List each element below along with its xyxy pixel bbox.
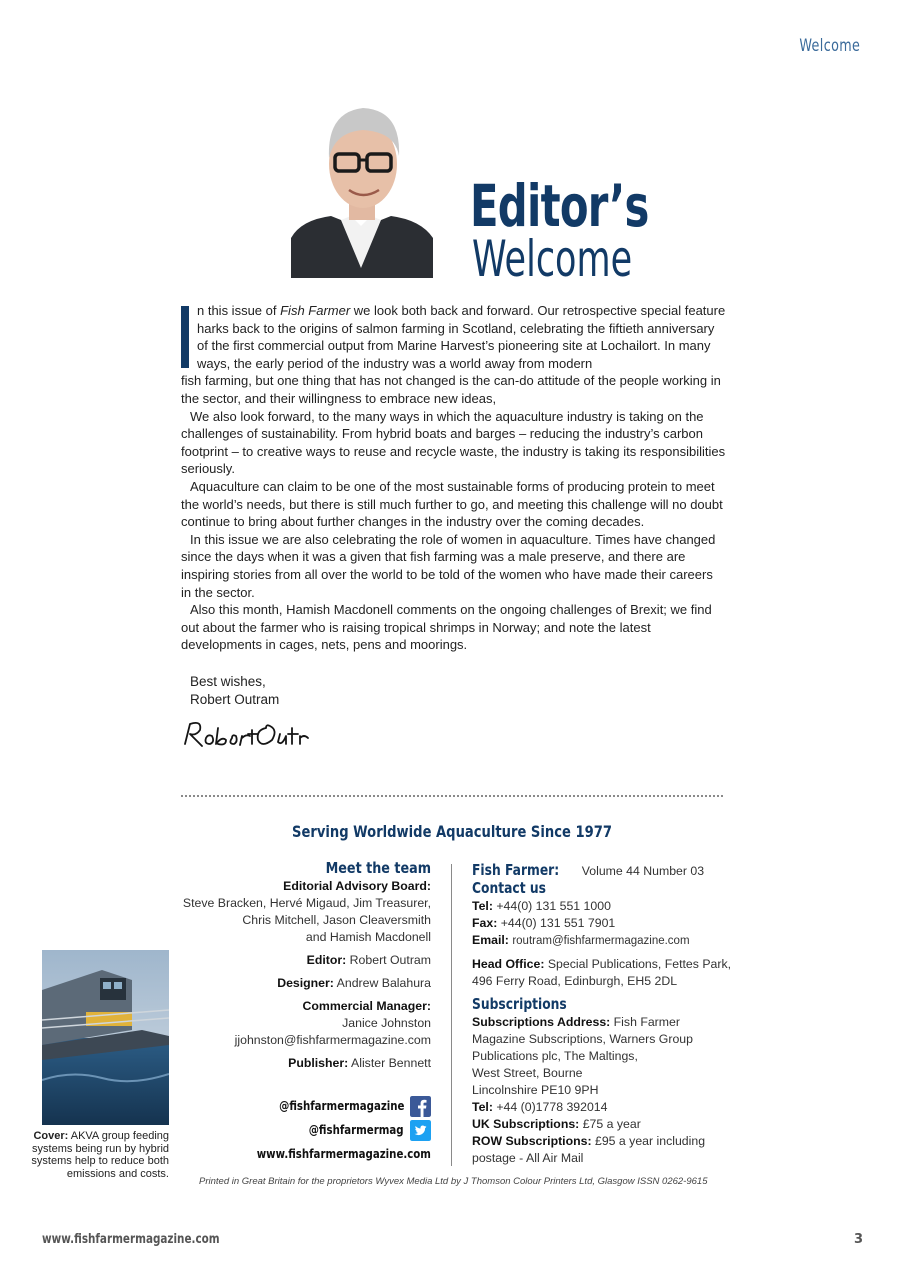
commercial-name: Janice Johnston (342, 1016, 431, 1030)
publisher-credit: Publisher: Alister Bennett (288, 1056, 431, 1070)
cover-caption: Cover: AKVA group feeding systems being run by hybrid systems help to reduce both emissions and costs. (31, 1130, 169, 1180)
board-line-1: Steve Bracken, Hervé Migaud, Jim Treasurer, (182, 896, 431, 910)
paragraph-5: Also this month, Hamish Macdonell comments on the ongoing challenges of Brexit; we find out about the farmer who is raising tropical shrimps in Norway; and note the latest developments in cages, nets, pens and moorings. (181, 602, 712, 653)
paragraph-1-cont: fish farming, but one thing that has not changed is the can-do attitude of the people working in the sector, and their willingness to embrace new ideas, (181, 373, 721, 406)
social-links (230, 1094, 431, 1166)
contact-email[interactable]: Email: routram@fishfarmermagazine.com (472, 933, 690, 947)
editorial-body (181, 302, 726, 654)
dotted-divider (181, 795, 723, 797)
issue-line: Fish Farmer: Volume 44 Number 03 (472, 861, 705, 879)
signoff-greeting: Best wishes, (190, 674, 266, 689)
facebook-link[interactable]: @fishfarmermagazine (230, 1094, 431, 1118)
signoff (190, 673, 279, 708)
tagline: Serving Worldwide Aquaculture Since 1977 (292, 822, 612, 841)
head-office-line-2: 496 Ferry Road, Edinburgh, EH5 2DL (472, 974, 678, 988)
subs-tel: Tel: +44 (0)1778 392014 (472, 1100, 608, 1114)
meet-the-team (180, 860, 431, 1072)
editor-portrait (291, 98, 433, 278)
cover-image (42, 950, 169, 1125)
team-heading: Meet the team (325, 859, 431, 877)
twitter-icon[interactable] (410, 1120, 431, 1141)
section-label: Welcome (799, 36, 860, 56)
board-label: Editorial Advisory Board: (283, 879, 431, 893)
title-editors: Editor’s (470, 172, 649, 240)
row-subscriptions: ROW Subscriptions: £95 a year including (472, 1134, 706, 1148)
title-welcome: Welcome (472, 230, 633, 288)
contact-heading: Contact us (472, 879, 546, 897)
board-line-3: and Hamish Macdonell (305, 930, 431, 944)
subs-address-line-4: West Street, Bourne (472, 1066, 583, 1080)
head-office: Head Office: Special Publications, Fettes Park, (472, 957, 732, 971)
paragraph-1: n this issue of Fish Farmer we look both back and forward. Our retrospective special feature harks back to the origins of salmon farming in Scotland, celebrating the fiftieth anniversary of the first commercial output from Marine Harvest’s pioneering site at Lochailort. In many ways, the early period of the industry was a world away from modern (197, 303, 726, 371)
contact-column (472, 862, 732, 1167)
contact-tel: Tel: +44(0) 131 551 1000 (472, 899, 611, 913)
row-subscriptions-line-2: postage - All Air Mail (472, 1151, 584, 1165)
editor-credit: Editor: Robert Outram (306, 953, 431, 967)
subs-address-line-3: Publications plc, The Maltings, (472, 1049, 638, 1063)
commercial-email[interactable]: jjohnston@fishfarmermagazine.com (234, 1033, 431, 1047)
facebook-icon[interactable] (410, 1096, 431, 1117)
signoff-name: Robert Outram (190, 691, 280, 707)
contact-fax: Fax: +44(0) 131 551 7901 (472, 916, 616, 930)
website-link[interactable]: www.fishfarmermagazine.com (256, 1147, 431, 1161)
board-line-2: Chris Mitchell, Jason Cleaversmith (242, 913, 431, 927)
paragraph-3: Aquaculture can claim to be one of the most sustainable forms of producing protein to meet the world’s needs, but there is still much further to go, and meeting this challenge will no doubt continue to bring about further changes in the industry over the coming decades. (181, 478, 723, 530)
subscriptions-heading: Subscriptions (472, 995, 567, 1013)
column-divider (451, 864, 452, 1166)
designer-credit: Designer: Andrew Balahura (277, 976, 431, 990)
print-notice: Printed in Great Britain for the proprietors Wyvex Media Ltd by J Thomson Colour Printers Ltd, Glasgow ISSN 0262-9615 (199, 1176, 708, 1187)
paragraph-4: In this issue we are also celebrating the role of women in aquaculture. Times have changed since the days when it was a given that fish farming was a male preserve, and there are inspiring stories from all over the world to be told of the women who have made their careers in the sector. (181, 531, 716, 600)
subs-address: Subscriptions Address: Fish Farmer (472, 1015, 680, 1029)
footer-url[interactable]: www.fishfarmermagazine.com (42, 1232, 220, 1247)
handwritten-signature (182, 714, 312, 754)
twitter-link[interactable]: @fishfarmermag (230, 1118, 431, 1142)
uk-subscriptions: UK Subscriptions: £75 a year (472, 1117, 641, 1131)
page-number: 3 (853, 1232, 863, 1247)
subs-address-line-5: Lincolnshire PE10 9PH (472, 1083, 599, 1097)
subs-address-line-2: Magazine Subscriptions, Warners Group (472, 1032, 693, 1046)
paragraph-2: We also look forward, to the many ways in which the aquaculture industry is taking on the challenges of sustainability. From hybrid boats and barges – reducing the industry’s carbon footprint – to creative ways to reuse and recycle waste, the industry is taking its responsibilities seriously. (181, 408, 726, 477)
commercial-label: Commercial Manager: (302, 999, 431, 1013)
